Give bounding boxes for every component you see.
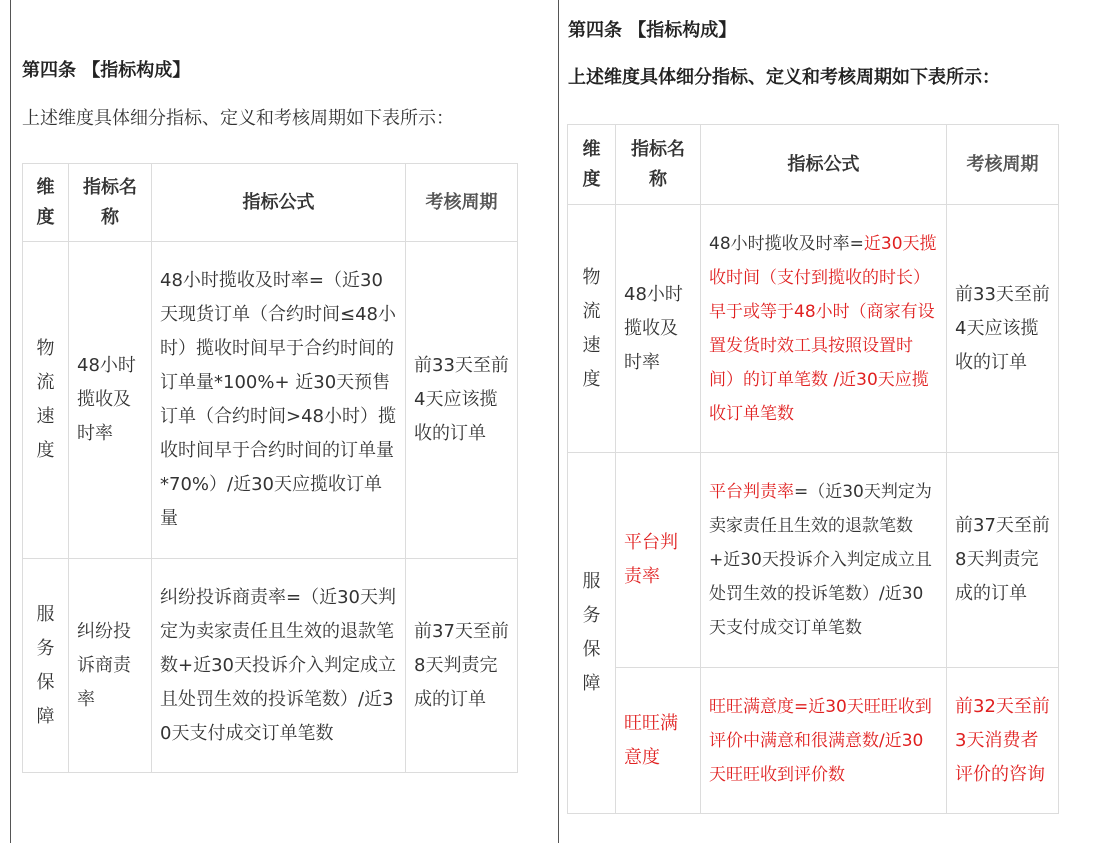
cell-cycle: 前33天至前4天应该揽收的订单: [406, 242, 518, 559]
cell-cycle: 前37天至前8天判责完成的订单: [406, 559, 518, 773]
left-border-line: [10, 0, 11, 843]
cell-formula: 纠纷投诉商责率=（近30天判定为卖家责任且生效的退款笔数+近30天投诉介入判定成立且处罚生效的投诉笔数）/近30天支付成交订单笔数: [152, 559, 406, 773]
cell-name: 纠纷投诉商责率: [69, 559, 152, 773]
table-row: [568, 205, 1059, 453]
header-dim: 维度: [568, 125, 616, 205]
header-dim: 维度: [23, 164, 69, 242]
cell-name: 平台判责率: [616, 453, 701, 668]
formula-prefix: 48小时揽收及时率=: [709, 233, 864, 254]
table-row: [23, 242, 518, 559]
formula-highlight: 近30天揽收时间（支付到揽收的时长）早于或等于48小时（商家有设置发货时效工具按照设置时间）的订单笔数 /近30天应揽收订单笔数: [709, 233, 937, 424]
header-cycle: 考核周期: [406, 164, 518, 242]
cell-dim: 物流速度: [23, 242, 69, 559]
table-header-row: [23, 164, 518, 242]
divider-line: [558, 0, 559, 843]
cell-cycle: 前32天至前3天消费者评价的咨询: [947, 668, 1059, 814]
header-cycle: 考核周期: [947, 125, 1059, 205]
right-indicator-table: [567, 124, 1059, 814]
left-indicator-table: [22, 163, 518, 773]
header-name: 指标名称: [69, 164, 152, 242]
cell-dim: 服务保障: [568, 453, 616, 814]
cell-dim: 服务保障: [23, 559, 69, 773]
header-name: 指标名称: [616, 125, 701, 205]
formula-rest: =（近30天判定为卖家责任且生效的退款笔数+近30天投诉介入判定成立且处罚生效的投诉笔数）/近30天支付成交订单笔数: [709, 482, 932, 638]
table-row: [23, 559, 518, 773]
cell-formula: [701, 453, 947, 668]
cell-dim: 物流速度: [568, 205, 616, 453]
left-article-heading: 第四条 【指标构成】: [22, 60, 191, 81]
header-formula: 指标公式: [152, 164, 406, 242]
right-intro-text: 上述维度具体细分指标、定义和考核周期如下表所示：: [568, 67, 1000, 88]
cell-cycle: 前33天至前4天应该揽收的订单: [947, 205, 1059, 453]
cell-name: 旺旺满意度: [616, 668, 701, 814]
header-formula: 指标公式: [701, 125, 947, 205]
left-intro-text: 上述维度具体细分指标、定义和考核周期如下表所示：: [22, 108, 454, 129]
formula-highlight: 平台判责率: [709, 482, 794, 502]
table-row: [568, 453, 1059, 668]
cell-formula: [701, 205, 947, 453]
table-header-row: [568, 125, 1059, 205]
cell-formula: 旺旺满意度=近30天旺旺收到评价中满意和很满意数/近30天旺旺收到评价数: [701, 668, 947, 814]
cell-cycle: 前37天至前8天判责完成的订单: [947, 453, 1059, 668]
cell-name: 48小时揽收及时率: [616, 205, 701, 453]
table-row: [568, 668, 1059, 814]
cell-name: 48小时揽收及时率: [69, 242, 152, 559]
right-article-heading: 第四条 【指标构成】: [568, 20, 737, 41]
cell-formula: 48小时揽收及时率=（近30天现货订单（合约时间≤48小时）揽收时间早于合约时间的订单量*100%+ 近30天预售订单（合约时间>48小时）揽收时间早于合约时间的订单量*70%）/近30天应揽收订单量: [152, 242, 406, 559]
